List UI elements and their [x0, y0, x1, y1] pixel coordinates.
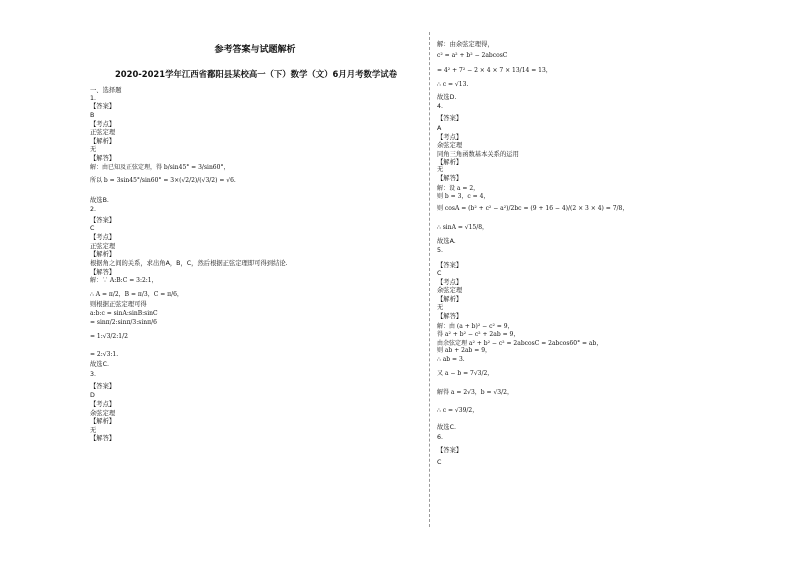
left-column-line: 所以 b = 3sin45°/sin60° = 3×(√2/2)/(√3/2) = √6. [90, 177, 236, 184]
right-column-line: 则 cosA = (b² + c² − a²)/2bc = (9 + 16 − 4)/(2 × 3 × 4) = 7/8， [437, 205, 629, 212]
column-divider [429, 32, 430, 527]
right-column-line: 6. [437, 434, 444, 441]
left-column-line: 【考点】 [90, 234, 116, 241]
left-column-line: 【解析】 [90, 418, 116, 425]
right-column-line: 解：设 a = 2， [437, 185, 480, 192]
right-column-line: 则 ab + 2ab = 9， [437, 347, 492, 354]
left-column-line: 故选C. [90, 361, 109, 368]
right-column-line: = 4² + 7² − 2 × 4 × 7 × 13/14 = 13， [437, 67, 552, 74]
right-column-line: 解：由余弦定理得， [437, 41, 494, 48]
left-column-line: 1. [90, 95, 97, 102]
left-column-line: 正弦定理 [90, 243, 116, 250]
left-column-line: 无 [90, 146, 97, 153]
right-column-line: 同角三角函数基本关系的运用 [437, 151, 519, 158]
right-column-line: C [437, 459, 442, 466]
right-column-line: ∴ c = √39/2， [437, 407, 479, 414]
left-column-line: 【考点】 [90, 121, 116, 128]
left-column-line: 解：∵ A:B:C = 3:2:1， [90, 277, 158, 284]
left-column-line: = 1:√3/2:1/2 [90, 333, 128, 340]
right-column-line: ∴ ab = 3. [437, 356, 465, 363]
left-column-line: 解：由已知及正弦定理，得 b/sin45° = 3/sin60°， [90, 164, 230, 171]
left-column-line: 【解析】 [90, 138, 116, 145]
paper-title: 2020-2021学年江西省鄱阳县某校高一（下）数学（文）6月月考数学试卷 [114, 69, 398, 79]
right-column-line: A [437, 125, 442, 132]
left-column-line: D [90, 392, 95, 399]
left-column-line: 【解答】 [90, 269, 116, 276]
left-column-line: 3. [90, 371, 97, 378]
left-column-line: 2. [90, 206, 97, 213]
left-column-line: B [90, 112, 95, 119]
left-column-line: 【考点】 [90, 401, 116, 408]
right-column-line: 解：由 (a + b)² − c² = 9， [437, 323, 514, 330]
right-column-line: ∴ c = √13. [437, 81, 469, 88]
right-column-line: 无 [437, 304, 444, 311]
left-column-line: 【解析】 [90, 251, 116, 258]
left-column-line: 故选B. [90, 197, 109, 204]
doc-title: 参考答案与试题解析 [214, 45, 296, 55]
left-column-line: 正弦定理 [90, 129, 116, 136]
left-column-line: = sinπ/2:sinπ/3:sinπ/6 [90, 319, 157, 326]
right-column-line: 【答案】 [437, 115, 463, 122]
right-column-line: 故选C. [437, 424, 456, 431]
right-column-line: 【解答】 [437, 313, 463, 320]
right-column-line: 【解答】 [437, 175, 463, 182]
left-column-line: 根据角之间的关系，求出角A，B，C，然后根据正弦定理即可得到结论. [90, 260, 288, 267]
right-column-line: 【答案】 [437, 447, 463, 454]
left-column-line: 余弦定理 [90, 410, 116, 417]
right-column-line: 余弦定理 [437, 287, 463, 294]
left-column-line: 则根据正弦定理可得 [90, 301, 147, 308]
left-column-line: C [90, 225, 95, 232]
right-column-line: 【答案】 [437, 262, 463, 269]
left-column-line: 无 [90, 427, 97, 434]
right-column-line: C [437, 270, 442, 277]
right-column-line: 4. [437, 103, 444, 110]
left-column-line: 【答案】 [90, 383, 116, 390]
right-column-line: 则 b = 3，c = 4， [437, 193, 490, 200]
right-column-line: 余弦定理 [437, 142, 463, 149]
right-column-line: 由余弦定理 a² + b² − c² = 2abcosC = 2abcos60° = ab， [437, 340, 603, 347]
right-column-line: c² = a² + b² − 2abcosC [437, 52, 508, 59]
right-column-line: 【考点】 [437, 279, 463, 286]
left-column-line: a:b:c = sinA:sinB:sinC [90, 310, 158, 317]
right-column-line: ∴ sinA = √15/8， [437, 224, 489, 231]
left-column-line: 【答案】 [90, 217, 116, 224]
right-column-line: 【解析】 [437, 296, 463, 303]
left-column-line: 【解答】 [90, 155, 116, 162]
right-column-line: 得 a² + b² − c² + 2ab = 9， [437, 331, 520, 338]
right-column-line: 【解析】 [437, 159, 463, 166]
right-column-line: 无 [437, 166, 444, 173]
left-column-line: 【解答】 [90, 435, 116, 442]
right-column-line: 【考点】 [437, 134, 463, 141]
right-column-line: 解得 a = 2√3，b = √3/2， [437, 389, 513, 396]
left-column-line: 【答案】 [90, 103, 116, 110]
right-column-line: 又 a − b = 7√3/2， [437, 370, 494, 377]
left-column-line: ∴ A = π/2，B = π/3，C = π/6， [90, 291, 183, 298]
right-column-line: 5. [437, 247, 444, 254]
left-column-line: = 2:√3:1. [90, 351, 119, 358]
left-column-line: 一、选择题 [90, 87, 122, 94]
right-column-line: 故选A. [437, 238, 456, 245]
right-column-line: 故选D. [437, 94, 457, 101]
